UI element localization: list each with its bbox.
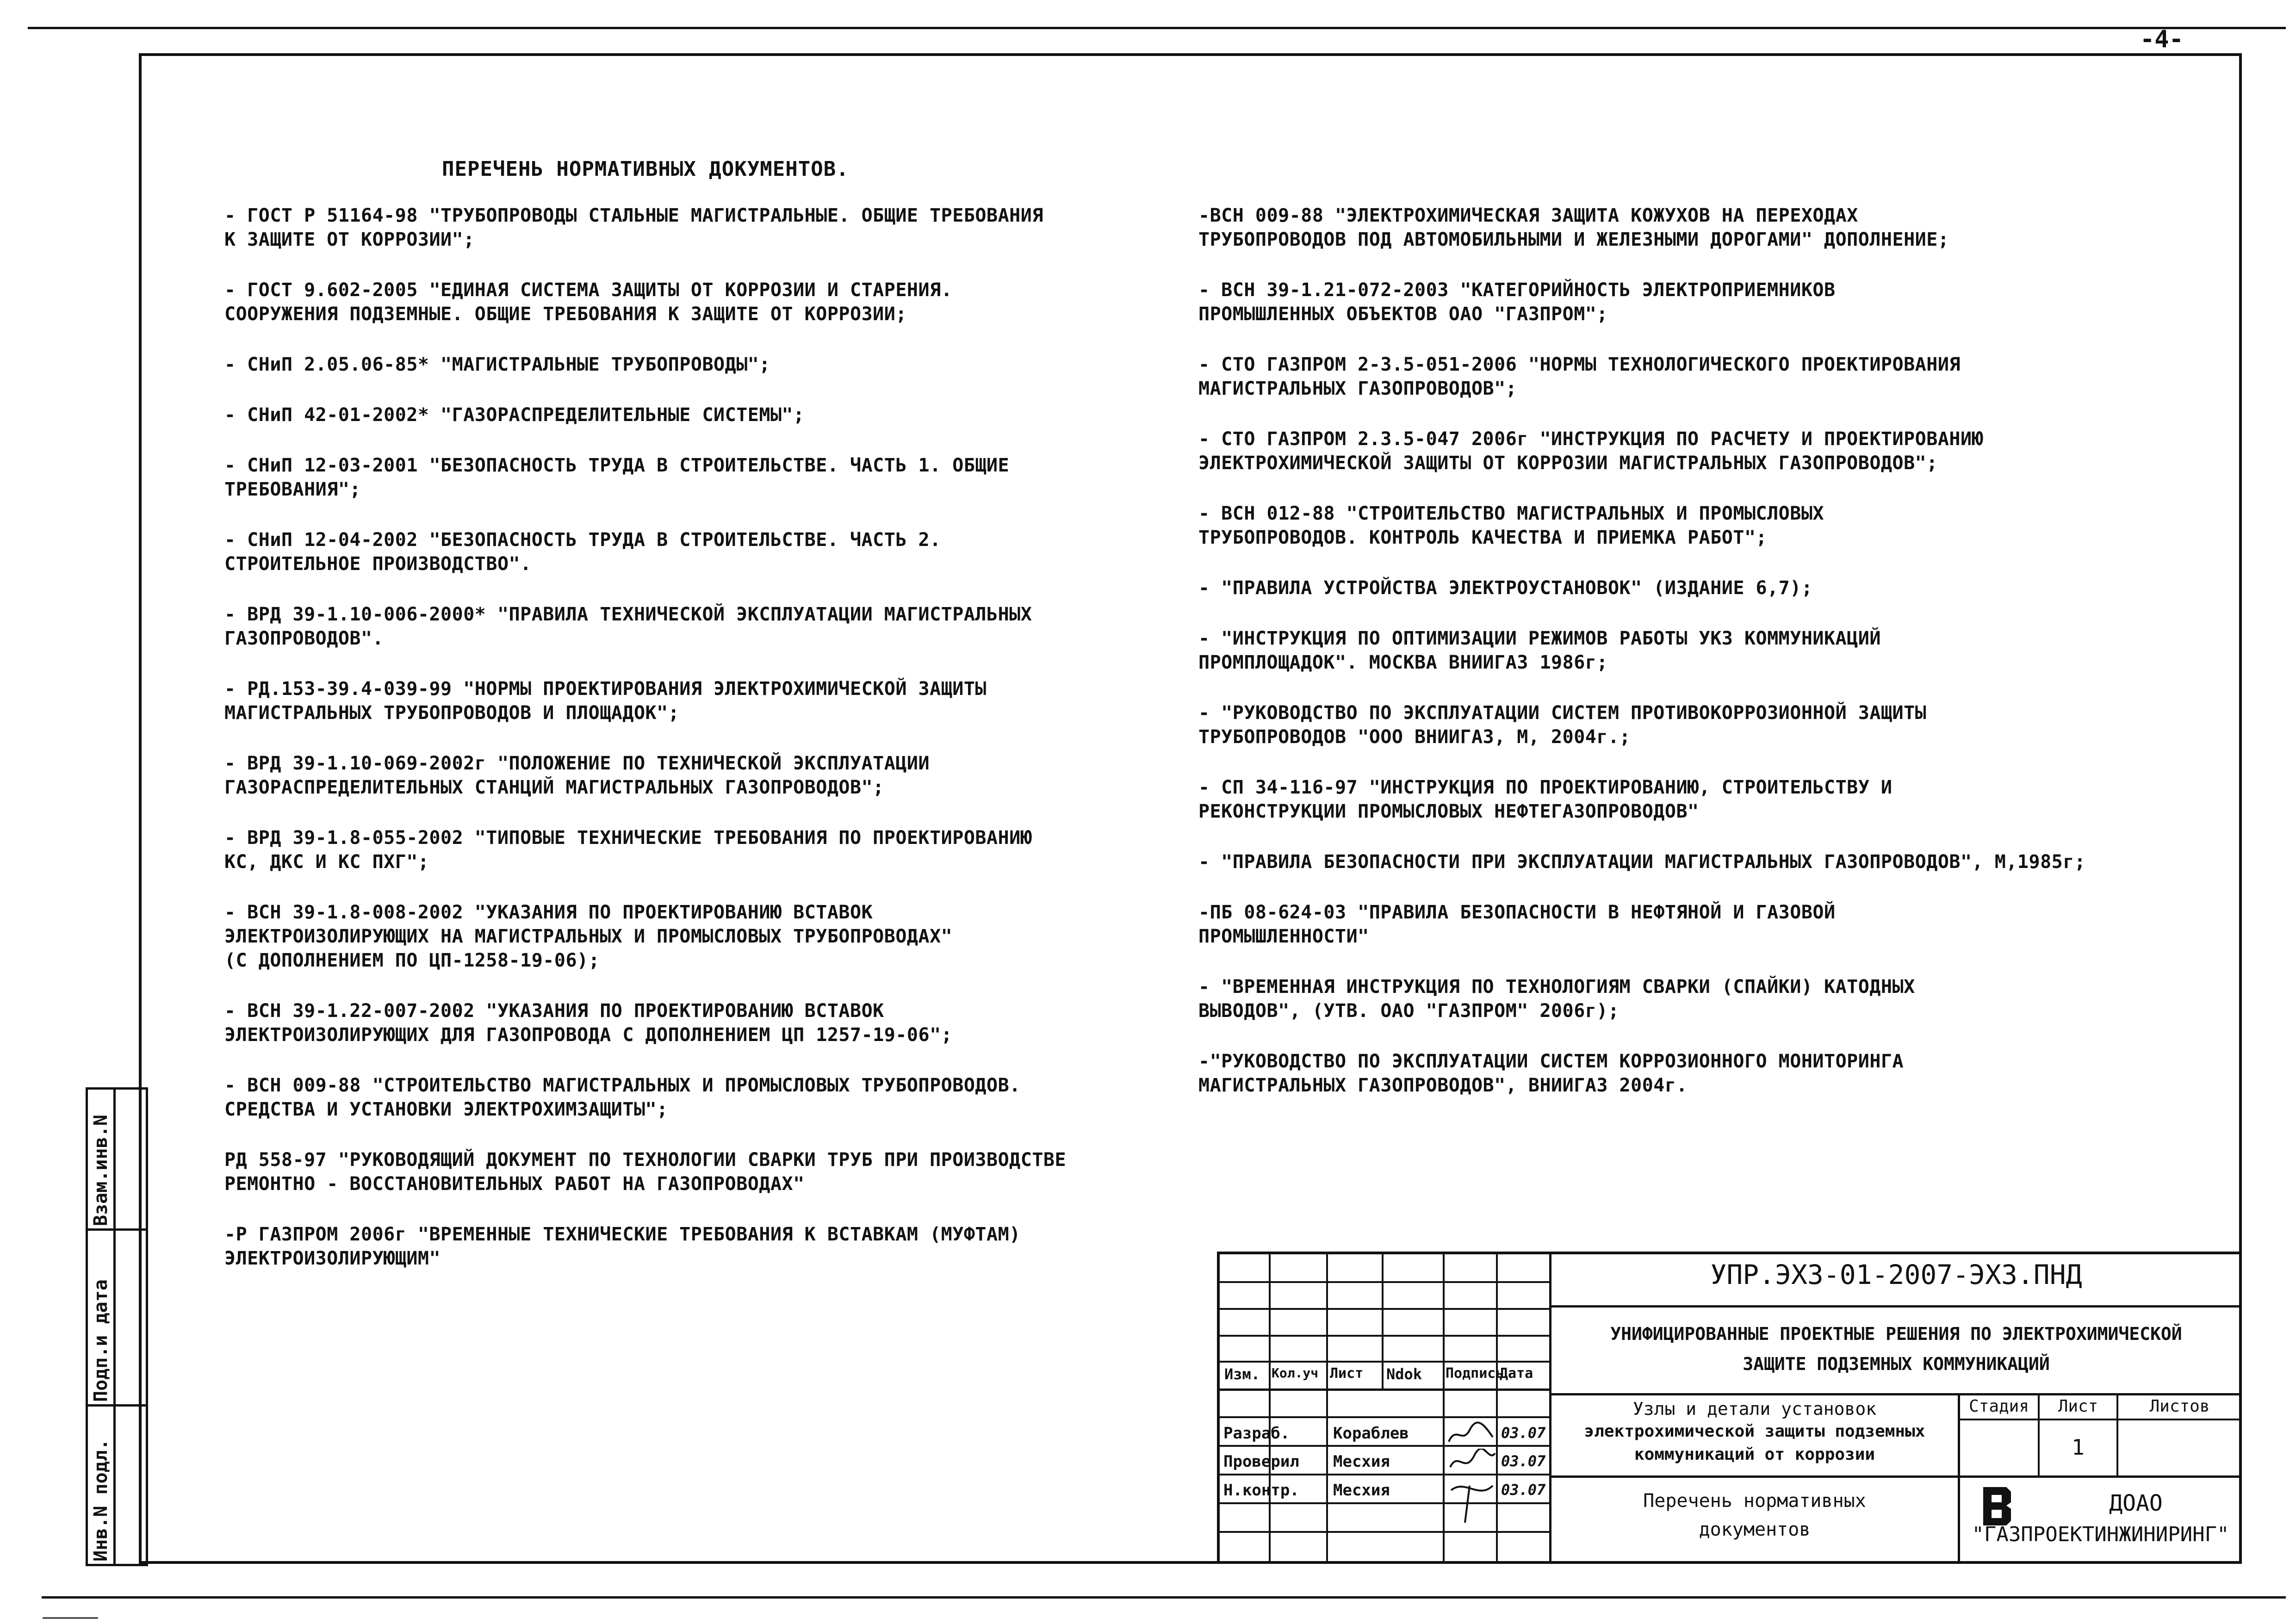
left-column — [224, 204, 1127, 1297]
side-stamp-cell — [113, 1228, 148, 1407]
sign-date-label: Подп.и дата — [90, 1279, 112, 1402]
role-norm-control: Н.контр. — [1223, 1481, 1299, 1500]
list-item: - СТО ГАЗПРОМ 2-3.5-051-2006 "НОРМЫ ТЕХНОЛОГИЧЕСКОГО ПРОЕКТИРОВАНИЯ МАГИСТРАЛЬНЫХ ГАЗОПРОВОДОВ"; — [1198, 354, 1961, 399]
sheet-bottom-edge — [42, 1596, 2286, 1599]
list-item: - СНиП 2.05.06-85* "МАГИСТРАЛЬНЫЕ ТРУБОПРОВОДЫ"; — [224, 354, 770, 375]
list-item: - ВСН 39-1.22-007-2002 "УКАЗАНИЯ ПО ПРОЕКТИРОВАНИЮ ВСТАВОК ЭЛЕКТРОИЗОЛИРУЮЩИХ ДЛЯ ГАЗОПРОВОДА С ДОПОЛНЕНИЕМ ЦП 1257-19-06"; — [224, 1000, 953, 1046]
signature-checker — [1446, 1449, 1497, 1476]
col-header-date: Дата — [1500, 1365, 1533, 1382]
side-stamp-cell — [113, 1404, 148, 1566]
stage-header: Стадия — [1968, 1397, 2029, 1416]
list-item: - ГОСТ Р 51164-98 "ТРУБОПРОВОДЫ СТАЛЬНЫЕ МАГИСТРАЛЬНЫЕ. ОБЩИЕ ТРЕБОВАНИЯ К ЗАЩИТЕ ОТ КОРРОЗИИ"; — [224, 205, 1043, 250]
list-item: - ВСН 012-88 "СТРОИТЕЛЬСТВО МАГИСТРАЛЬНЫХ И ПРОМЫСЛОВЫХ ТРУБОПРОВОДОВ. КОНТРОЛЬ КАЧЕСТВА И ПРИЕМКА РАБОТ"; — [1198, 503, 1824, 548]
list-item: - СНиП 12-03-2001 "БЕЗОПАСНОСТЬ ТРУДА В СТРОИТЕЛЬСТВЕ. ЧАСТЬ 1. ОБЩИЕ ТРЕБОВАНИЯ"; — [224, 455, 1010, 500]
sheets-header: Листов — [2149, 1397, 2210, 1416]
list-item: - СТО ГАЗПРОМ 2.3.5-047 2006г "ИНСТРУКЦИЯ ПО РАСЧЕТУ И ПРОЕКТИРОВАНИЮ ЭЛЕКТРОХИМИЧЕСКОЙ ЗАЩИТЫ ОТ КОРРОЗИИ МАГИСТРАЛЬНЫХ ГАЗОПРОВОДОВ"; — [1198, 428, 1984, 474]
document-title: ПЕРЕЧЕНЬ НОРМАТИВНЫХ ДОКУМЕНТОВ. — [442, 157, 849, 181]
original-inv-label: Инв.N подл. — [90, 1439, 112, 1562]
list-item: -Р ГАЗПРОМ 2006г "ВРЕМЕННЫЕ ТЕХНИЧЕСКИЕ ТРЕБОВАНИЯ К ВСТАВКАМ (МУФТАМ) ЭЛЕКТРОИЗОЛИРУЮЩИМ" — [224, 1224, 1021, 1269]
list-item: РД 558-97 "РУКОВОДЯЩИЙ ДОКУМЕНТ ПО ТЕХНОЛОГИИ СВАРКИ ТРУБ ПРИ ПРОИЗВОДСТВЕ РЕМОНТНО - ВОССТАНОВИТЕЛЬНЫХ РАБОТ НА ГАЗОПРОВОДАХ" — [224, 1149, 1067, 1195]
list-item: - "ВРЕМЕННАЯ ИНСТРУКЦИЯ ПО ТЕХНОЛОГИЯМ СВАРКИ (СПАЙКИ) КАТОДНЫХ ВЫВОДОВ", (УТВ. ОАО "ГАЗПРОМ" 2006г); — [1198, 976, 1915, 1022]
signature-developer — [1446, 1421, 1497, 1449]
sheet-name-line2: документов — [1699, 1519, 1811, 1540]
list-item: -ВСН 009-88 "ЭЛЕКТРОХИМИЧЕСКАЯ ЗАЩИТА КОЖУХОВ НА ПЕРЕХОДАХ ТРУБОПРОВОДОВ ПОД АВТОМОБИЛЬНЫМИ И ЖЕЛЕЗНЫМИ ДОРОГАМИ" ДОПОЛНЕНИЕ; — [1198, 205, 1949, 250]
project-title-line1: УНИФИЦИРОВАННЫЕ ПРОЕКТНЫЕ РЕШЕНИЯ ПО ЭЛЕКТРОХИМИЧЕСКОЙ — [1610, 1324, 2182, 1344]
list-item: - ВРД 39-1.8-055-2002 "ТИПОВЫЕ ТЕХНИЧЕСКИЕ ТРЕБОВАНИЯ ПО ПРОЕКТИРОВАНИЮ КС, ДКС И КС ПХГ"; — [224, 827, 1032, 873]
signature-norm-control — [1446, 1476, 1497, 1527]
project-title-line2: ЗАЩИТЕ ПОДЗЕМНЫХ КОММУНИКАЦИЙ — [1743, 1354, 2050, 1374]
list-item: - СНиП 42-01-2002* "ГАЗОРАСПРЕДЕЛИТЕЛЬНЫЕ СИСТЕМЫ"; — [224, 404, 805, 426]
col-header-ndok: Ndok — [1386, 1365, 1422, 1383]
right-column — [1198, 204, 2170, 1124]
object-name-line1: Узлы и детали установок — [1632, 1399, 1877, 1419]
side-stamp — [86, 1087, 155, 1566]
title-block — [1217, 1252, 2242, 1564]
name-checker: Месхия — [1333, 1452, 1390, 1471]
col-header-signature: Подпись — [1446, 1365, 1504, 1382]
date-checker: 03.07 — [1501, 1452, 1546, 1470]
sheet-top-edge — [28, 27, 2286, 29]
sheet-name-line1: Перечень нормативных — [1643, 1490, 1866, 1512]
sheet-corner-mark — [43, 1617, 98, 1619]
list-item: - "РУКОВОДСТВО ПО ЭКСПЛУАТАЦИИ СИСТЕМ ПРОТИВОКОРРОЗИОННОЙ ЗАЩИТЫ ТРУБОПРОВОДОВ "ООО ВНИИГАЗ, М, 2004г.; — [1198, 702, 1927, 748]
replace-inv-label: Взам.инв.N — [90, 1115, 112, 1226]
org-name-line2: "ГАЗПРОЕКТИНЖИНИРИНГ" — [1972, 1523, 2229, 1546]
sheet-number: 1 — [2072, 1435, 2085, 1460]
object-name-line3: коммуникаций от коррозии — [1634, 1445, 1875, 1464]
org-name-line1: ДОАО — [2109, 1490, 2163, 1516]
list-item: - ВРД 39-1.10-069-2002г "ПОЛОЖЕНИЕ ПО ТЕХНИЧЕСКОЙ ЭКСПЛУАТАЦИИ ГАЗОРАСПРЕДЕЛИТЕЛЬНЫХ СТАНЦИЙ МАГИСТРАЛЬНЫХ ГАЗОПРОВОДОВ"; — [224, 753, 930, 798]
role-developer: Разраб. — [1223, 1424, 1290, 1443]
list-item: - ВРД 39-1.10-006-2000* "ПРАВИЛА ТЕХНИЧЕСКОЙ ЭКСПЛУАТАЦИИ МАГИСТРАЛЬНЫХ ГАЗОПРОВОДОВ". — [224, 604, 1032, 649]
object-name-line2: электрохимической защиты подземных — [1584, 1422, 1925, 1441]
side-stamp-cell — [113, 1087, 148, 1231]
list-item: - ВСН 39-1.21-072-2003 "КАТЕГОРИЙНОСТЬ ЭЛЕКТРОПРИЕМНИКОВ ПРОМЫШЛЕННЫХ ОБЪЕКТОВ ОАО "ГАЗПРОМ"; — [1198, 279, 1836, 325]
list-item: - "ПРАВИЛА УСТРОЙСТВА ЭЛЕКТРОУСТАНОВОК" (ИЗДАНИЕ 6,7); — [1198, 577, 1813, 599]
list-item: - "ПРАВИЛА БЕЗОПАСНОСТИ ПРИ ЭКСПЛУАТАЦИИ МАГИСТРАЛЬНЫХ ГАЗОПРОВОДОВ", М,1985г; — [1198, 851, 2086, 873]
list-item: -ПБ 08-624-03 "ПРАВИЛА БЕЗОПАСНОСТИ В НЕФТЯНОЙ И ГАЗОВОЙ ПРОМЫШЛЕННОСТИ" — [1198, 902, 1836, 947]
page-number: -4- — [2140, 25, 2184, 53]
col-header-izm: Изм. — [1224, 1365, 1260, 1383]
list-item: - ВСН 39-1.8-008-2002 "УКАЗАНИЯ ПО ПРОЕКТИРОВАНИЮ ВСТАВОК ЭЛЕКТРОИЗОЛИРУЮЩИХ НА МАГИСТРАЛЬНЫХ И ПРОМЫСЛОВЫХ ТРУБОПРОВОДАХ" (С ДОПОЛНЕНИЕМ ПО ЦП-1258-19-06); — [224, 902, 953, 971]
list-item: - "ИНСТРУКЦИЯ ПО ОПТИМИЗАЦИИ РЕЖИМОВ РАБОТЫ УКЗ КОММУНИКАЦИЙ ПРОМПЛОЩАДОК". МОСКВА ВНИИГАЗ 1986г; — [1198, 628, 1881, 673]
date-developer: 03.07 — [1501, 1424, 1546, 1442]
col-header-kol-uch: Кол.уч — [1272, 1365, 1319, 1381]
list-item: - СНиП 12-04-2002 "БЕЗОПАСНОСТЬ ТРУДА В СТРОИТЕЛЬСТВЕ. ЧАСТЬ 2. СТРОИТЕЛЬНОЕ ПРОИЗВОДСТВО". — [224, 529, 941, 575]
list-item: - ГОСТ 9.602-2005 "ЕДИНАЯ СИСТЕМА ЗАЩИТЫ ОТ КОРРОЗИИ И СТАРЕНИЯ. СООРУЖЕНИЯ ПОДЗЕМНЫЕ. ОБЩИЕ ТРЕБОВАНИЯ К ЗАЩИТЕ ОТ КОРРОЗИИ; — [224, 279, 953, 325]
date-norm-control: 03.07 — [1501, 1481, 1546, 1499]
document-code: УПР.ЭХЗ-01-2007-ЭХЗ.ПНД — [1710, 1259, 2082, 1290]
list-item: - СП 34-116-97 "ИНСТРУКЦИЯ ПО ПРОЕКТИРОВАНИЮ, СТРОИТЕЛЬСТВУ И РЕКОНСТРУКЦИИ ПРОМЫСЛОВЫХ НЕФТЕГАЗОПРОВОДОВ" — [1198, 777, 1893, 822]
col-header-list: Лист — [1330, 1365, 1364, 1382]
list-item: -"РУКОВОДСТВО ПО ЭКСПЛУАТАЦИИ СИСТЕМ КОРРОЗИОННОГО МОНИТОРИНГА МАГИСТРАЛЬНЫХ ГАЗОПРОВОДОВ", ВНИИГАЗ 2004г. — [1198, 1051, 1904, 1096]
name-developer: Кораблев — [1333, 1424, 1409, 1443]
gazprom-logo-icon — [1979, 1485, 2016, 1526]
list-item: - РД.153-39.4-039-99 "НОРМЫ ПРОЕКТИРОВАНИЯ ЭЛЕКТРОХИМИЧЕСКОЙ ЗАЩИТЫ МАГИСТРАЛЬНЫХ ТРУБОПРОВОДОВ И ПЛОЩАДОК"; — [224, 678, 987, 724]
list-item: - ВСН 009-88 "СТРОИТЕЛЬСТВО МАГИСТРАЛЬНЫХ И ПРОМЫСЛОВЫХ ТРУБОПРОВОДОВ. СРЕДСТВА И УСТАНОВКИ ЭЛЕКТРОХИМЗАЩИТЫ"; — [224, 1075, 1021, 1120]
sheet-header: Лист — [2058, 1397, 2098, 1416]
name-norm-control: Месхия — [1333, 1481, 1390, 1500]
role-checker: Проверил — [1223, 1452, 1299, 1471]
